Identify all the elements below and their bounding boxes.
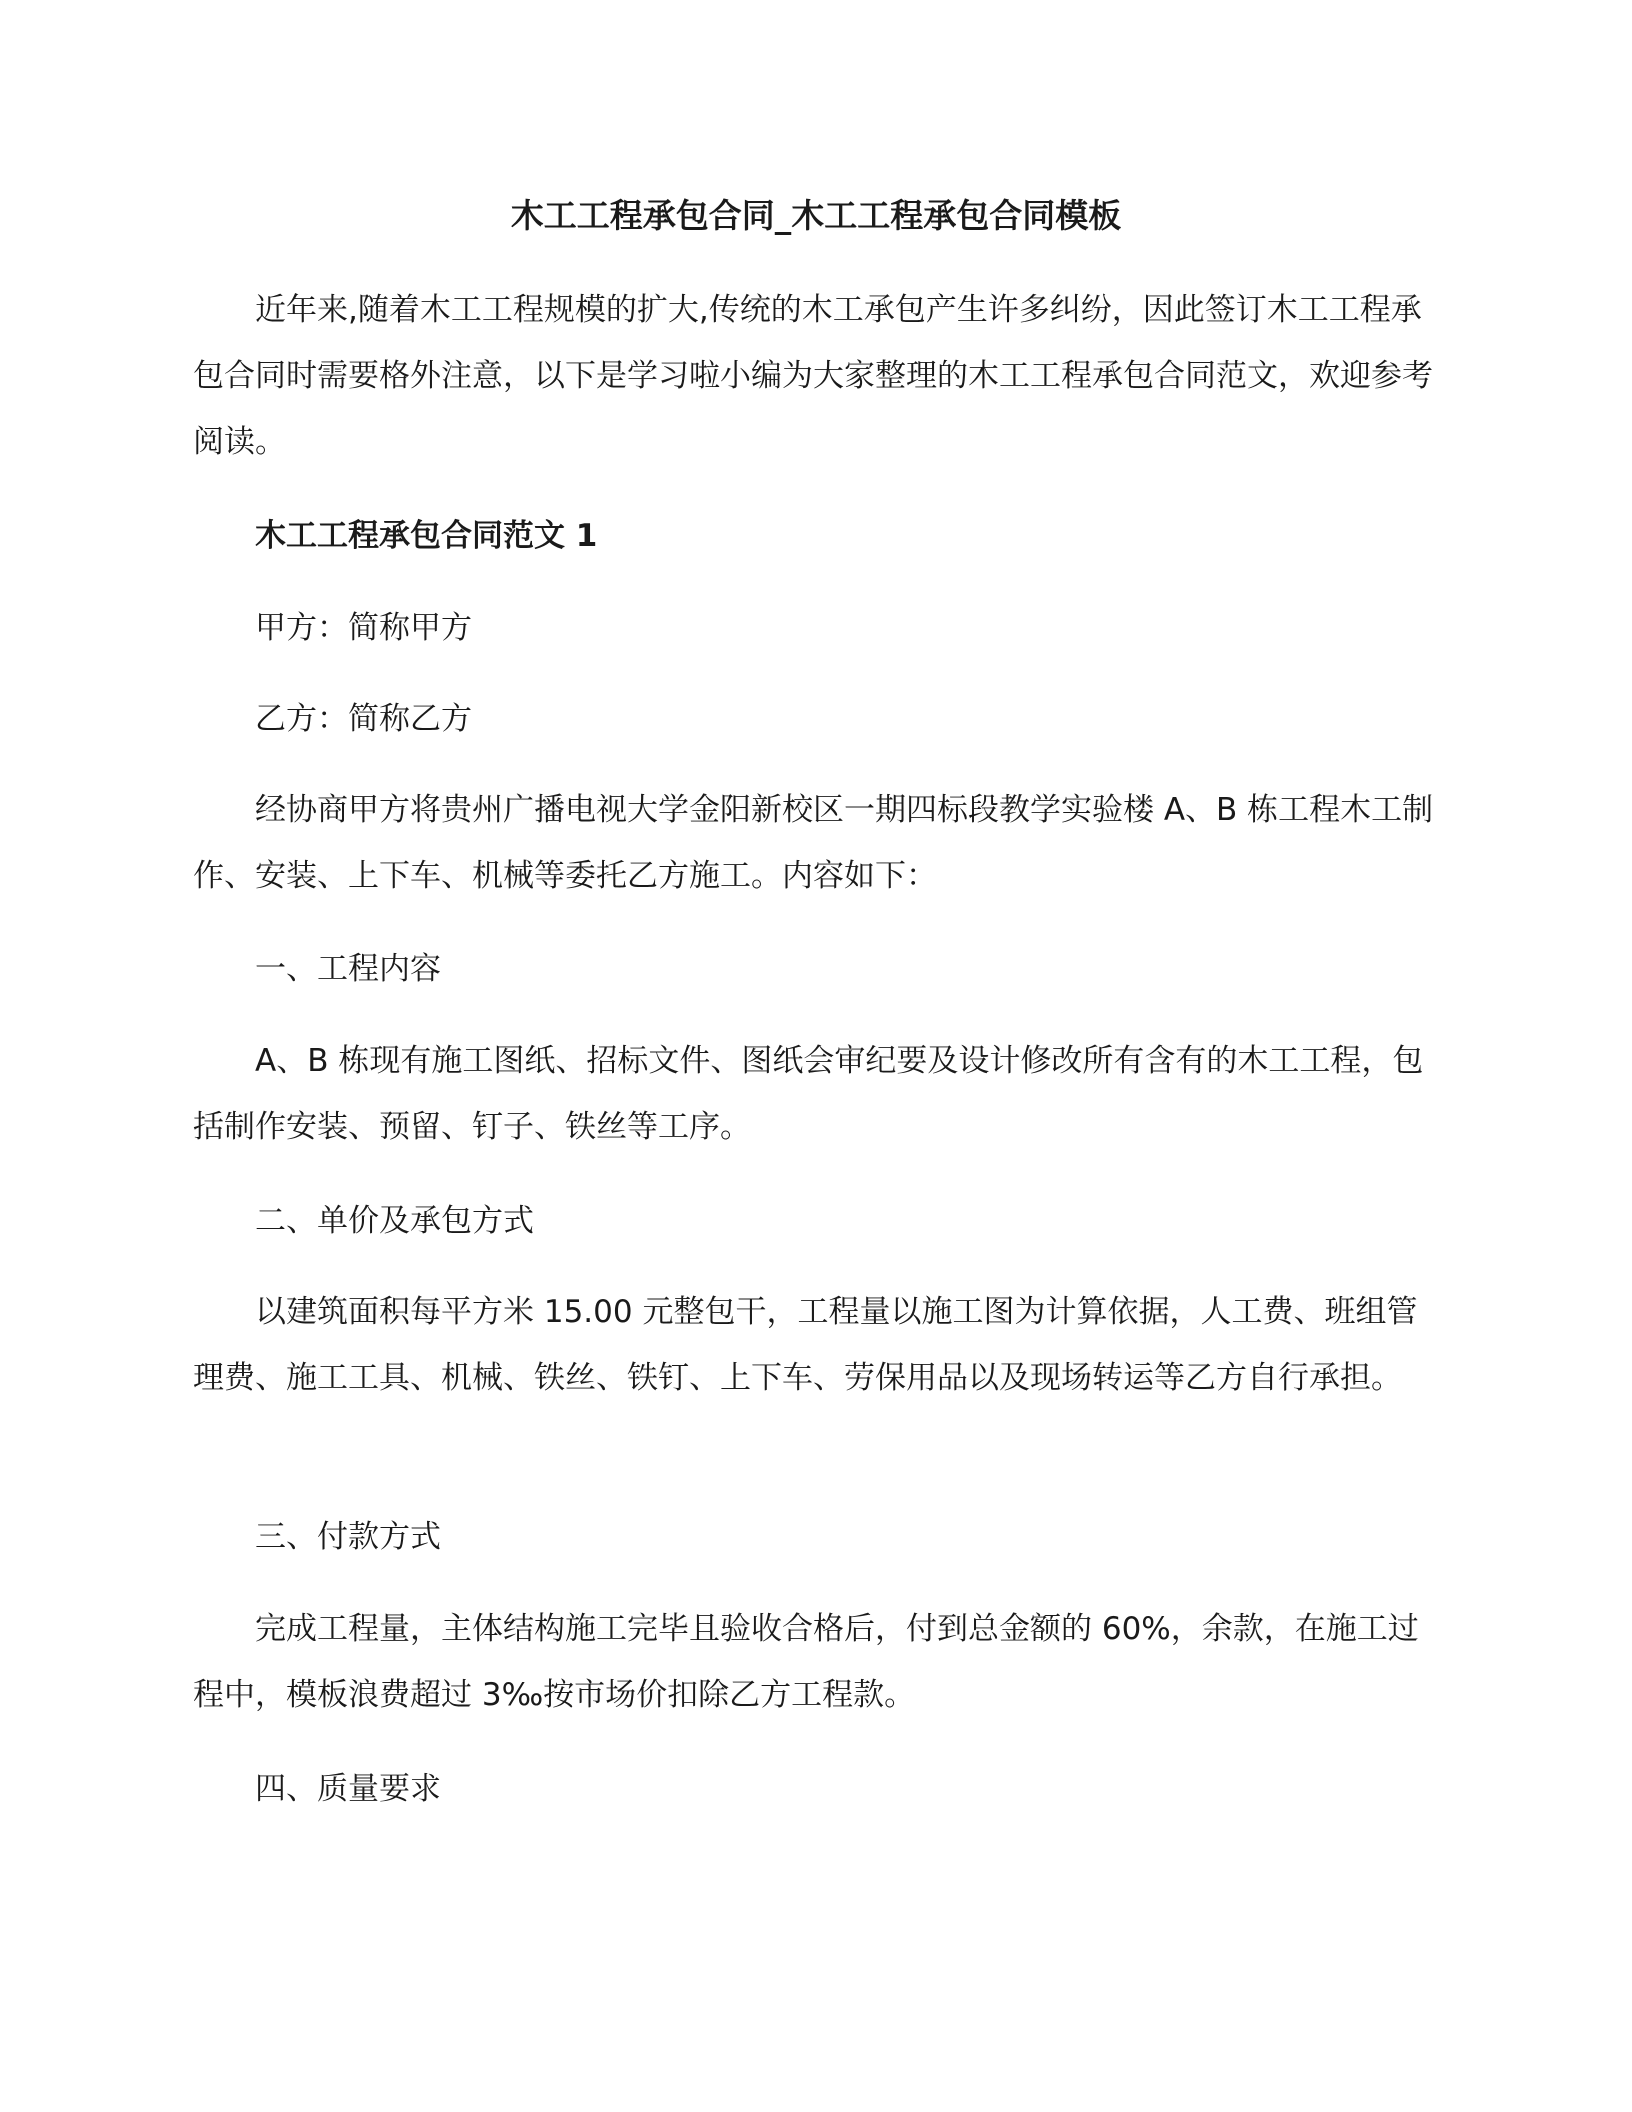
party-a-line: 甲方：简称甲方 [255, 610, 472, 646]
party-b-line: 乙方：简称乙方 [255, 701, 472, 737]
section-2-body: 以建筑面积每平方米 15.00 元整包干，工程量以施工图为计算依据，人工费、班组管理费、施工工具、机械、铁丝、铁钉、上下车、劳保用品以及现场转运等乙方自行承担。 [193, 1294, 1418, 1396]
agreement-paragraph: 经协商甲方将贵州广播电视大学金阳新校区一期四标段教学实验楼 A、B 栋工程木工制作、安装、上下车、机械等委托乙方施工。内容如下： [193, 792, 1434, 894]
section-4-heading: 四、质量要求 [255, 1771, 441, 1807]
section-3-body: 完成工程量，主体结构施工完毕且验收合格后，付到总金额的 60%，余款，在施工过程中，模板浪费超过 3‰按市场价扣除乙方工程款。 [193, 1611, 1419, 1713]
section-1-body: A、B 栋现有施工图纸、招标文件、图纸会审纪要及设计修改所有含有的木工工程，包括制作安装、预留、钉子、铁丝等工序。 [193, 1043, 1424, 1145]
section-3-heading: 三、付款方式 [255, 1519, 441, 1555]
document-title: 木工工程承包合同_木工工程承包合同模板 [510, 196, 1122, 235]
sample-heading: 木工工程承包合同范文 1 [255, 518, 598, 554]
section-1-heading: 一、工程内容 [255, 951, 441, 987]
section-2-heading: 二、单价及承包方式 [255, 1203, 534, 1239]
intro-paragraph: 近年来,随着木工工程规模的扩大,传统的木工承包产生许多纠纷，因此签订木工工程承包合同时需要格外注意，以下是学习啦小编为大家整理的木工工程承包合同范文，欢迎参考阅读。 [193, 292, 1433, 460]
